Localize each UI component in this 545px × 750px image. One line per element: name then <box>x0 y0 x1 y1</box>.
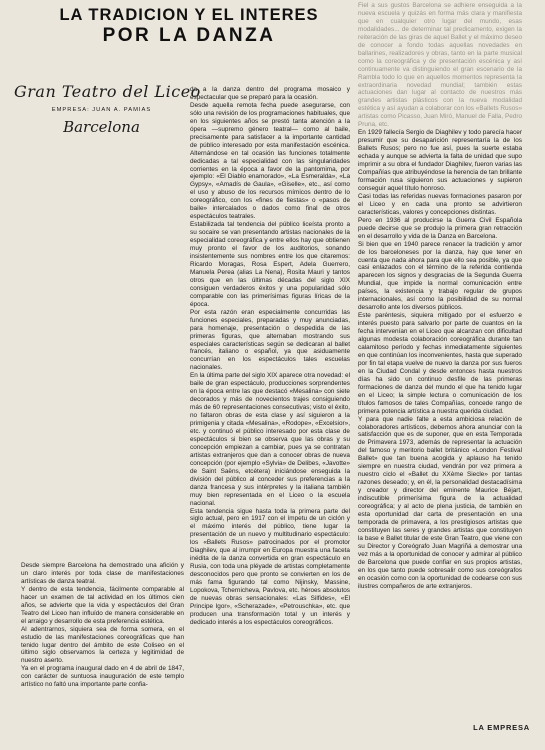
paragraph: Y dentro de esta tendencia, fácilmente comparable al hacer un examen de tal actividad en los últimos cien años, se advierte que la vida y espectáculos del Gran Teatro del Liceo han influído de manera considerable en el arraigo y desarrollo de esta preferencia estética. <box>21 585 184 625</box>
paragraph: Casi todas las referidas nuevas formaciones pasaron por el Liceo y en cada una pronto se advirtieron características, valores y concepciones distintas. <box>358 192 522 216</box>
article-title <box>10 6 368 47</box>
logo-city: Barcelona <box>63 118 140 136</box>
logo-company: EMPRESA: JUAN A. PAMIAS <box>51 107 152 113</box>
paragraph: Si bien que en 1940 parece renacer la tradición y amor de los barceloneses por la danza, hay que tener en cuenta que nada ahora para que ello sea posible, ya que casi enlazados con el término de la referida contienda aparecen los signos y desgracias de la Segunda Guerra Mundial, que impide la normal comunicación entre países, la existencia y trabajo regular de grupos internacionales, así como la posibilidad de su normal desarrollo ante los diversos públicos. <box>358 240 522 312</box>
paragraph: Fiel a sus gustos Barcelona se adhiere enseguida a la nueva escuela y quizás en forma más clara y manifiesta que en cualquier otro lugar del mundo, esas modalidades... de determinar tal predicamento, exigen la reiteración de las giras de aquel Ballet y el máximo deseo de conocer a fondo todas aquellas novedades en ballarines, realizadores y obras, tanto en la parte musical como la coreográfica y de presentación escénica y así continuamente va distinguiendo el gran escenario de la Rambla todo lo que en aquellos momentos representa la extraordinaria novedad mundial; también estas actuaciones dan lugar al contacto de nuestros más grandes artistas plásticos con la nueva modalidad estética y así ayudan a colaborar con los «Ballets Rusos» artistas como Picasso, Juan Miró, Manuel de Falla, Pedro Pruna, etc. <box>358 2 522 129</box>
title-line-1: LA TRADICION Y EL INTERES <box>59 6 319 24</box>
paragraph: Este paréntesis, siquiera mitigado por el esfuerzo e interés puesto para salvarlo por parte de cuantos en la fecha intervenían en el Liceo que alcanzan con dificultad algunas modesta colaboración coreográfica durante tan calamitoso período y fechas inmediatamente siguientes en que continúan los inconvenientes, hasta que superado por fin tal etapa vuelve de nuevo la danza por sus fueros en la Ciudad Condal y desde entonces hasta nuestros días ha sido un continuo desfile de las primeras formaciones de danza del mundo el que ha tenido lugar en el Liceo; la simple lectura o comunicación de los títulos famosos de tales Compañías, concede rango de primera potencia artística a nuestra querida ciudad. <box>358 312 522 415</box>
column-2 <box>190 86 350 731</box>
paragraph: En la última parte del siglo XIX aparece otra novedad: el baile de gran espectáculo, producciones sorprendentes en la época entre las que destacó «Mesalina» con siete decorados y más de novecientos trajes consiguiendo más de 60 representaciones consecutivas; visto el éxito, no faltaron obras de esta clase y así siguieron a la primigenia y citada «Mesalina», «Rodope», «Excelsior», etc. y continuó el público interesado por esta clase de espectáculos si bien se observa que las obras y su concepción empiezan a cambiar, pues ya se contratan artistas extranjeros que dan a conocer obras de nueva concepción (por ejemplo «Sylvia» de Delibes, «Javotte» de Saint Saëns, etcétera) iniciándose enseguida la división del público al conceder sus preferencias a la danza francesa y sus intérpretes y la italiana también muy bien representada en el Liceo o la escuela nacional. <box>190 372 350 507</box>
logo-name: Gran Teatro del Liceo <box>14 82 201 101</box>
column-3 <box>358 2 522 714</box>
title-line-2: POR LA DANZA <box>102 25 276 46</box>
paragraph: Por esta razón eran especialmente concurridas las funciones especiales, preparadas y muy anunciadas, para homenaje, presentación o despedida de las primeras figuras, que alternaban mostrando sus especiales características según se dedicaran al ballet francés, italiano o español, ya que asiduamente concurrían en los espectáculos tales escuelas nacionales. <box>190 308 350 372</box>
paragraph: Y para que nadie falte a esta ambiciosa relación de colaboradores artísticos, debemos ahora anunciar con la satisfacción que es de suponer, que en esta Temporada de Primavera 1973, además de representar la actuación del famoso y meritorio ballet británico «London Festival Ballet» que tan buena acogida y aplauso ha tenido siempre en nuestra ciudad, vendrán por vez primera a nuestro ciclo el «Ballet du XXème Siecle» por tantas razones deseado; y, en él, la personalidad destacadísima y creador y director del eminente Maurice Béjart, indiscutible primerísima figura de la actualidad coreográfica; y al acto de plena justicia, de también en esta oportunidad dar carta de presentación en una temporada de primavera, a los prestigiosos artistas que constituyen las seres y grandes artistas que constituyen la base e Ballet titular de este Gran Teatro, que viene con su Director y Coreógrafo Juan Magriñá a demostrar una vez más a la oportunidad de conocer y admirar al público de Barcelona que puede confiar en sus propios artistas, en los que tanto puede sobresalir como sus coreógrafos en ocasión como con la oportunidad de codearse con sus ilustres compañeros de arte extranjeros. <box>358 415 522 590</box>
paragraph: Desde siempre Barcelona ha demostrado una afición y un claro interés por toda clase de manifestaciones artísticas de danza teatral. <box>21 562 184 585</box>
paragraph: Desde aquella remota fecha puede asegurarse, con sólo una revisión de los programaciones habituales, que en los siguientes años se prestó tanta atención a la ópera —supremo género teatral— como al baile, precisamente para satisfacer a la importante cantidad de público interesado por esta manifestación escénica. Alternándose en tal ocasión las funciones totalmente dedicadas a tal especialidad con las singularidades corrientes en la época a favor de la pantomima, por ejemplo: «El Diablo enamorado», «La Esmeralda», «La Gypsy», «Amadís de Gaula», «Giselle», etc., así como el uso y abuso de los recursos mímicos dentro de lo coreográfico, con los «fines de fiestas» o «pasos de baile» intercalados o dados como final de otros espectáculos teatrales. <box>190 101 350 221</box>
column-1 <box>21 562 184 737</box>
paragraph: Esta tendencia sigue hasta toda la primera parte del siglo actual, pero en 1917 con el ímpetu de un ciclón y el máximo interés del público, tiene lugar la presentación de un nuevo y multitudinario espectáculo: los «Ballets Rusos» patrocinados por el promotor Diaghilev, que al irrumpir en Europa muestra una faceta inédita de la danza convertida en gran espectáculo en Rusia, con toda una pléyade de artistas completamente desconocidos pero que pronto se convierten en los de más fama figurando tal como Nijinsky, Massine, Lopokova, Tchernicheva, Pavlova, etc. héroes absolutos de nuevas obras sensacionales: «Las Silfides», «El Principe Igor», «Scherazade», «Petrouschka», etc. que producen una transformación total y un interés y dedicado interés a los espectáculos coreográficos. <box>190 507 350 626</box>
paragraph: da a la danza dentro del programa mosaico y espectacular que se preparó para la ocasión. <box>190 86 350 101</box>
signature: LA EMPRESA <box>473 723 530 732</box>
paragraph: Estabilizada tal tendencia del público liceísta pronto a su socaire se van presentando artistas nacionales de la especialidad coreográfica y entre ellos hay que obtienen muy pronto el favor de los auditorios, sonando insistentemente sus nombres entre los que citaremos: Ricardo Moragas, Rosa Espert, Adela Guerrero, Manuela Perea (alias La Nena), Rosita Mauri y tantos otros que en las últimas décadas del siglo XIX consiguen verdaderos éxitos y una popularidad sólo comparable con las primerísimas figuras líricas de la época. <box>190 221 350 308</box>
paragraph: En 1929 fallecía Sergio de Diaghilev y todo parecía hacer presumir que su desaparición representaría la de los Ballets Rusos; pero no fue así, pues la suerte estaba echada y aunque se advierta la falta de unidad que supo imprimir a su obra el fundador Diaghilev, fueron varias las Compañías que atribuyéndose la herencia de tan brillante formación rusa siguieron sus actuaciones y supieron conseguir aquel título honroso. <box>358 129 522 192</box>
liceo-logo <box>14 78 201 148</box>
paragraph: Pero en 1936 al producirse la Guerra Civil Española puede decirse que se produjo la primera gran retracción en el desarrollo y vida de la Danza en Barcelona. <box>358 216 522 240</box>
paragraph: Al adentrarnos, siquiera sea de forma somera, en el estudio de las manifestaciones coreográficas que han tenido lugar dentro del ámbito de este Coliseo en el último siglo observamos la certeza y legitimidad de nuestro aserto. <box>21 625 184 665</box>
paragraph: Ya en el programa inaugural dado en 4 de abril de 1847, con carácter de suntuosa inauguración de este templo artístico no faltó una importante parte confia- <box>21 665 184 689</box>
